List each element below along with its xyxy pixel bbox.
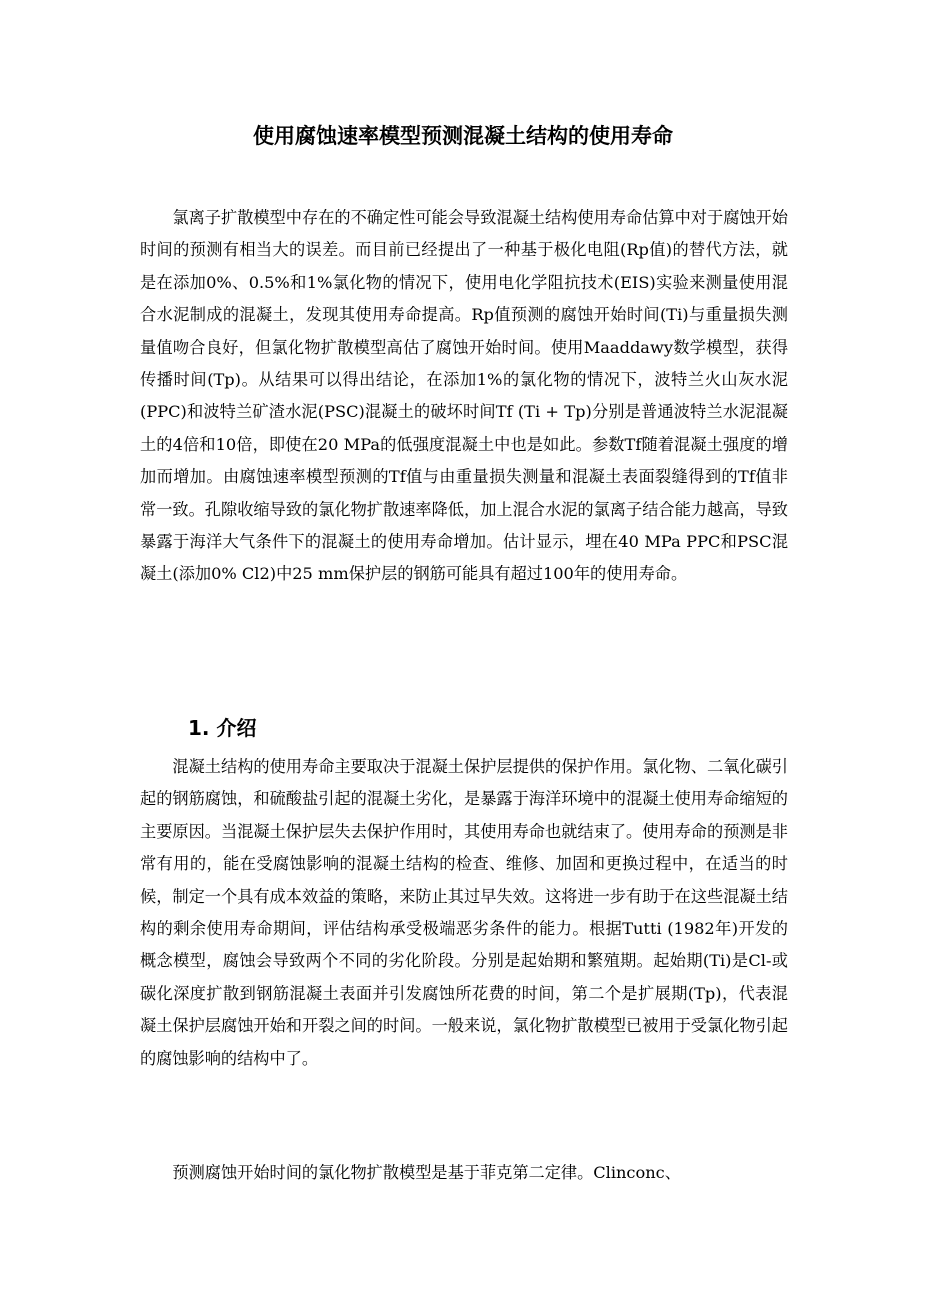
document-title: 使用腐蚀速率模型预测混凝土结构的使用寿命 bbox=[253, 124, 673, 148]
section-heading-introduction: 1. 介绍 bbox=[188, 716, 257, 740]
intro-paragraph-2: 预测腐蚀开始时间的氯化物扩散模型是基于菲克第二定律。Clinconc、 bbox=[172, 1163, 681, 1182]
abstract-paragraph: 氯离子扩散模型中存在的不确定性可能会导致混凝土结构使用寿命估算中对于腐蚀开始时间的预测有相当大的误差。而目前已经提出了一种基于极化电阻(Rp值)的替代方法，就是在添加0%、0.5%和1%氯化物的情况下，使用电化学阻抗技术(EIS)实验来测量使用混合水泥制成的混凝土，发现其使用寿命提高。Rp值预测的腐蚀开始时间(Ti)与重量损失测量值吻合良好，但氯化物扩散模型高估了腐蚀开始时间。使用Maaddawy数学模型，获得传播时间(Tp)。从结果可以得出结论，在添加1%的氯化物的情况下，波特兰火山灰水泥(PPC)和波特兰矿渣水泥(PSC)混凝土的破坏时间Tf (Ti + Tp)分别是普通波特兰水泥混凝土的4倍和10倍，即使在20 MPa的低强度混凝土中也是如此。参数Tf随着混凝土强度的增加而增加。由腐蚀速率模型预测的Tf值与由重量损失测量和混凝土表面裂缝得到的Tf值非常一致。孔隙收缩导致的氯化物扩散速率降低，加上混合水泥的氯离子结合能力越高，导致暴露于海洋大气条件下的混凝土的使用寿命增加。估计显示，埋在40 MPa PPC和PSC混凝土(添加0% Cl2)中25 mm保护层的钢筋可能具有超过100年的使用寿命。 bbox=[140, 208, 788, 584]
intro-paragraph-1: 混凝土结构的使用寿命主要取决于混凝土保护层提供的保护作用。氯化物、二氧化碳引起的钢筋腐蚀，和硫酸盐引起的混凝土劣化，是暴露于海洋环境中的混凝土使用寿命缩短的主要原因。当混凝土保护层失去保护作用时，其使用寿命也就结束了。使用寿命的预测是非常有用的，能在受腐蚀影响的混凝土结构的检查、维修、加固和更换过程中，在适当的时候，制定一个具有成本效益的策略，来防止其过早失效。这将进一步有助于在这些混凝土结构的剩余使用寿命期间，评估结构承受极端恶劣条件的能力。根据Tutti (1982年)开发的概念模型，腐蚀会导致两个不同的劣化阶段。分别是起始期和繁殖期。起始期(Ti)是Cl-或碳化深度扩散到钢筋混凝土表面并引发腐蚀所花费的时间，第二个是扩展期(Tp)，代表混凝土保护层腐蚀开始和开裂之间的时间。一般来说，氯化物扩散模型已被用于受氯化物引起的腐蚀影响的结构中了。 bbox=[140, 757, 788, 1068]
